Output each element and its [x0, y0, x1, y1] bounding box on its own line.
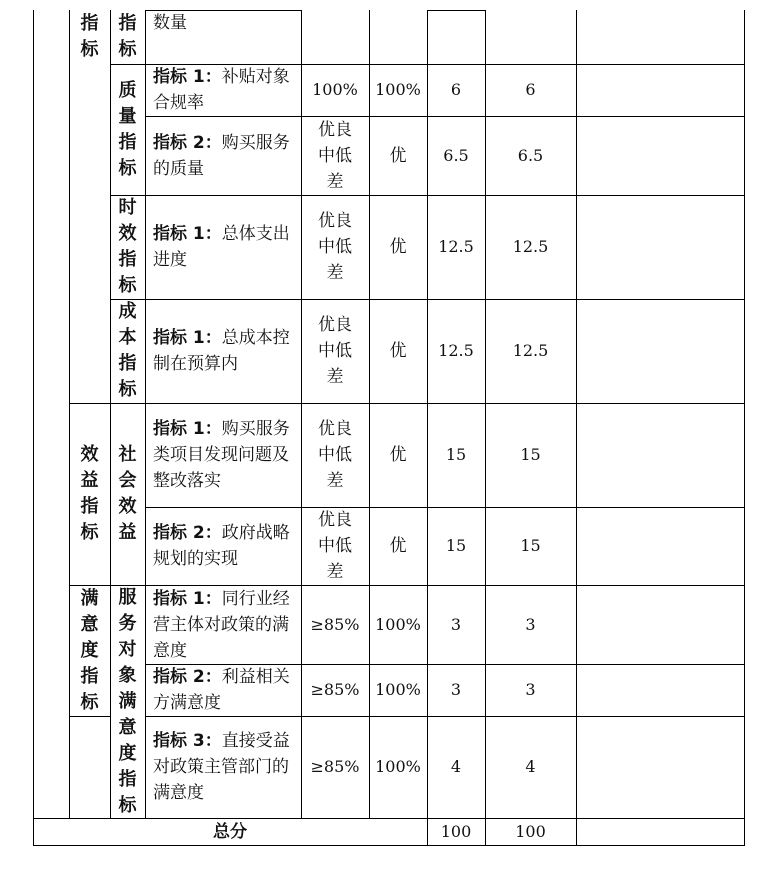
indicator-cell — [145, 403, 301, 507]
level1-benefit — [69, 403, 110, 585]
char: 益 — [80, 470, 99, 491]
level2-quality — [110, 64, 145, 195]
char: 意 — [80, 613, 99, 635]
char: 满 — [80, 587, 99, 609]
indicator-label: 指标 2： — [153, 667, 222, 687]
char: 效 — [80, 444, 99, 465]
actual-value: 100% — [375, 80, 421, 99]
target-value: 100% — [312, 80, 358, 99]
indicator-text: 政府战略规划的实现 — [153, 523, 290, 569]
actual-value: 优 — [389, 536, 407, 556]
weight-value: 12.5 — [438, 237, 474, 256]
total-label: 总分 — [213, 821, 247, 842]
level1-satisfaction-a — [69, 585, 110, 664]
indicator-label: 指标 2： — [153, 132, 222, 153]
char: 务 — [118, 612, 137, 634]
char: 标 — [118, 379, 137, 400]
char: 指 — [118, 249, 137, 270]
char: 度 — [118, 742, 137, 764]
indicator-text: 利益相关方满意度 — [153, 667, 290, 713]
weight-value: 4 — [450, 757, 462, 776]
level1-output-tail — [69, 10, 110, 64]
level2-cost — [110, 299, 145, 403]
indicator-cell — [145, 64, 301, 116]
target-value: ≥85% — [310, 680, 360, 699]
target-value: 优良中低差 — [318, 315, 352, 387]
indicator-text: 直接受益对政策主管部门的满意度 — [153, 731, 290, 803]
target-value: 优良中低差 — [318, 419, 352, 491]
actual-value: 优 — [389, 341, 407, 361]
char: 指 — [118, 768, 137, 790]
score-value: 15 — [520, 445, 541, 464]
score-value: 4 — [525, 757, 536, 776]
indicator-text: 数量 — [153, 13, 187, 33]
char: 效 — [118, 223, 137, 244]
score-value: 6.5 — [517, 145, 544, 165]
char: 指 — [118, 131, 137, 153]
weight-value: 6 — [450, 80, 462, 99]
indicator-cell — [145, 299, 301, 403]
indicator-cell — [145, 116, 301, 195]
actual-value: 100% — [375, 757, 421, 776]
weight-value: 15 — [445, 536, 467, 555]
actual-value: 100% — [375, 680, 421, 699]
indicator-label: 指标 3： — [153, 731, 222, 751]
weight-value: 6.5 — [443, 145, 469, 165]
char: 标 — [118, 794, 137, 816]
indicator-label: 指标 1： — [153, 588, 222, 609]
level1-satisfaction-b — [69, 664, 110, 716]
indicator-label: 指标 2： — [153, 523, 222, 543]
indicator-cell — [145, 10, 301, 40]
indicator-label: 指标 1： — [153, 224, 222, 244]
char: 标 — [118, 275, 137, 296]
actual-value: 100% — [375, 614, 421, 634]
char: 标 — [118, 39, 137, 60]
indicator-text: 购买服务类项目发现问题及整改落实 — [153, 419, 290, 491]
indicator-cell — [145, 664, 301, 716]
score-value: 3 — [525, 614, 536, 634]
char: 标 — [80, 692, 99, 713]
char: 度 — [80, 639, 99, 661]
total-weight: 100 — [440, 821, 472, 841]
actual-value: 优 — [389, 237, 407, 257]
level2-timeliness — [110, 195, 145, 299]
char: 指 — [118, 353, 137, 374]
char: 效 — [118, 496, 137, 517]
target-value: 优良中低差 — [318, 119, 352, 192]
char: 益 — [118, 522, 137, 543]
weight-value: 3 — [450, 614, 462, 634]
target-value: 优良中低差 — [318, 510, 352, 582]
target-value: ≥85% — [310, 757, 360, 776]
char: 会 — [118, 470, 137, 491]
char: 标 — [80, 39, 99, 60]
total-score: 100 — [515, 821, 546, 841]
score-value: 15 — [520, 536, 541, 555]
char: 指 — [80, 666, 99, 687]
indicator-cell — [145, 507, 301, 585]
actual-value: 优 — [389, 445, 407, 465]
char: 社 — [118, 444, 137, 465]
score-value: 12.5 — [512, 341, 549, 360]
weight-value: 3 — [450, 680, 462, 699]
level2-quantity-tail — [110, 10, 145, 64]
level2-social — [110, 403, 145, 585]
score-value: 12.5 — [512, 237, 549, 256]
char: 量 — [118, 105, 137, 127]
indicator-text: 同行业经营主体对政策的满意度 — [153, 588, 290, 661]
char: 标 — [80, 522, 99, 543]
indicator-text: 补贴对象合规率 — [153, 67, 290, 113]
indicator-label: 指标 1： — [153, 419, 222, 439]
target-value: 优良中低差 — [318, 211, 352, 283]
indicator-cell — [145, 716, 301, 818]
actual-value: 优 — [389, 145, 407, 166]
indicator-label: 指标 1： — [153, 67, 222, 87]
indicator-cell — [145, 195, 301, 299]
level2-service-satisfaction — [110, 585, 145, 818]
weight-value: 15 — [445, 445, 467, 464]
char: 意 — [118, 716, 137, 738]
char: 象 — [118, 664, 137, 686]
char: 标 — [118, 157, 137, 179]
indicator-text: 购买服务的质量 — [153, 132, 290, 179]
indicator-text: 总体支出进度 — [153, 224, 290, 270]
indicator-cell — [145, 585, 301, 664]
char: 时 — [118, 197, 137, 218]
char: 本 — [118, 327, 137, 348]
target-value: ≥85% — [310, 614, 360, 634]
char: 质 — [118, 79, 137, 101]
indicator-text: 总成本控制在预算内 — [153, 328, 290, 374]
indicator-label: 指标 1： — [153, 328, 222, 348]
char: 服 — [118, 586, 137, 608]
char: 指 — [80, 496, 99, 517]
score-value: 3 — [525, 680, 536, 699]
char: 指 — [80, 13, 99, 34]
char: 指 — [118, 13, 137, 34]
score-value: 6 — [525, 80, 536, 99]
char: 对 — [118, 638, 137, 660]
char: 满 — [118, 690, 137, 712]
weight-value: 12.5 — [438, 341, 474, 360]
char: 成 — [118, 301, 137, 322]
